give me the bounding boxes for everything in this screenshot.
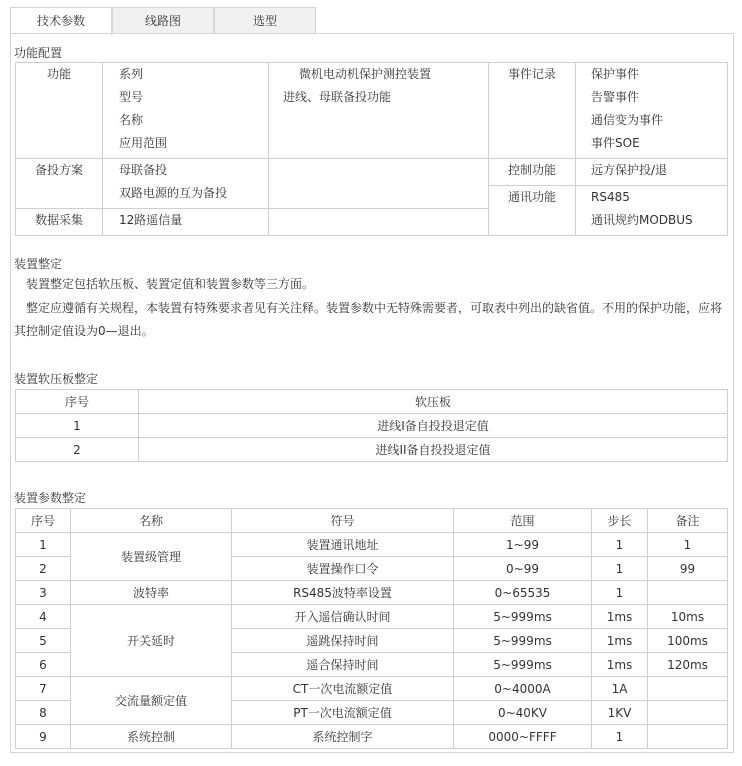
setting-title: 装置整定 — [14, 257, 63, 271]
row-remark — [648, 581, 728, 605]
func-items: 系列 型号 名称 应用范围 — [103, 63, 269, 159]
backup-empty — [269, 159, 489, 209]
soft-table — [15, 389, 728, 462]
row-symbol: CT一次电流额定值 — [232, 677, 454, 701]
group-name: 开关延时 — [71, 605, 232, 677]
params-header-name: 名称 — [71, 509, 232, 533]
table-row — [16, 533, 728, 557]
row-remark: 10ms — [648, 605, 728, 629]
config-title: 功能配置 — [14, 46, 63, 60]
row-remark: 100ms — [648, 629, 728, 653]
row-step: 1 — [592, 533, 648, 557]
event-label: 事件记录 — [489, 63, 576, 159]
tab-tech-params[interactable]: 技术参数 — [10, 7, 112, 35]
row-range: 0~65535 — [454, 581, 592, 605]
soft-title: 装置软压板整定 — [14, 372, 99, 386]
row-index: 3 — [16, 581, 71, 605]
row-step: 1 — [592, 725, 648, 749]
group-name: 波特率 — [71, 581, 232, 605]
row-symbol: 遥跳保持时间 — [232, 629, 454, 653]
daq-empty — [269, 209, 489, 236]
row-step: 1ms — [592, 653, 648, 677]
params-header-symbol: 符号 — [232, 509, 454, 533]
row-step: 1KV — [592, 701, 648, 725]
row-index: 2 — [16, 557, 71, 581]
row-range: 0000~FFFF — [454, 725, 592, 749]
row-remark — [648, 677, 728, 701]
group-name: 系统控制 — [71, 725, 232, 749]
soft-header-index: 序号 — [16, 390, 139, 414]
soft-header-plate: 软压板 — [139, 390, 728, 414]
row-range: 1~99 — [454, 533, 592, 557]
params-header-index: 序号 — [16, 509, 71, 533]
comm-items: RS485 通讯规约MODBUS — [576, 186, 728, 236]
table-row — [16, 725, 728, 749]
row-index: 7 — [16, 677, 71, 701]
group-name: 装置级管理 — [71, 533, 232, 581]
row-index: 9 — [16, 725, 71, 749]
row-step: 1ms — [592, 629, 648, 653]
setting-paragraph-1: 装置整定包括软压板、装置定值和装置参数等三方面。 — [26, 277, 315, 291]
table-row — [16, 605, 728, 629]
params-header-row — [16, 509, 728, 533]
row-symbol: 系统控制字 — [232, 725, 454, 749]
params-header-remark: 备注 — [648, 509, 728, 533]
daq-label: 数据采集 — [16, 209, 103, 236]
row-step: 1ms — [592, 605, 648, 629]
params-header-range: 范围 — [454, 509, 592, 533]
control-label: 控制功能 — [489, 159, 576, 186]
table-row — [16, 414, 728, 438]
event-items: 保护事件 告警事件 通信变为事件 事件SOE — [576, 63, 728, 159]
row-range: 5~999ms — [454, 605, 592, 629]
tab-selection[interactable]: 选型 — [214, 7, 316, 34]
row-index: 5 — [16, 629, 71, 653]
soft-row-index: 2 — [16, 438, 139, 462]
row-index: 6 — [16, 653, 71, 677]
table-row — [16, 677, 728, 701]
row-remark: 120ms — [648, 653, 728, 677]
comm-label: 通讯功能 — [489, 186, 576, 236]
row-symbol: PT一次电流额定值 — [232, 701, 454, 725]
row-index: 8 — [16, 701, 71, 725]
setting-paragraph-2: 整定应遵循有关规程，本装置有特殊要求者见有关注释。装置参数中无特殊需要者，可取表中列出的缺省值。不用的保护功能，应将其控制定值设为0—退出。 — [14, 301, 723, 338]
row-remark: 1 — [648, 533, 728, 557]
params-title: 装置参数整定 — [14, 491, 87, 505]
row-range: 0~40KV — [454, 701, 592, 725]
soft-row-index: 1 — [16, 414, 139, 438]
row-step: 1 — [592, 557, 648, 581]
row-range: 0~4000A — [454, 677, 592, 701]
table-row — [16, 581, 728, 605]
func-label: 功能 — [16, 63, 103, 159]
row-symbol: RS485波特率设置 — [232, 581, 454, 605]
daq-value: 12路遥信量 — [103, 209, 269, 236]
soft-row-plate: 进线II备自投投退定值 — [139, 438, 728, 462]
backup-items: 母联备投 双路电源的互为备投 — [103, 159, 269, 209]
row-index: 1 — [16, 533, 71, 557]
row-symbol: 装置操作口令 — [232, 557, 454, 581]
backup-label: 备投方案 — [16, 159, 103, 209]
tab-bar — [10, 7, 316, 34]
row-range: 5~999ms — [454, 629, 592, 653]
row-range: 5~999ms — [454, 653, 592, 677]
group-name: 交流量额定值 — [71, 677, 232, 725]
soft-row-plate: 进线I备自投投退定值 — [139, 414, 728, 438]
func-values: 微机电动机保护测控装置 进线、母联备投功能 — [269, 63, 489, 159]
tab-circuit-diagram[interactable]: 线路图 — [112, 7, 214, 34]
row-range: 0~99 — [454, 557, 592, 581]
row-index: 4 — [16, 605, 71, 629]
row-symbol: 开入遥信确认时间 — [232, 605, 454, 629]
params-table — [15, 508, 728, 749]
row-remark: 99 — [648, 557, 728, 581]
row-step: 1 — [592, 581, 648, 605]
params-header-step: 步长 — [592, 509, 648, 533]
row-remark — [648, 701, 728, 725]
row-symbol: 装置通讯地址 — [232, 533, 454, 557]
table-row — [16, 438, 728, 462]
row-step: 1A — [592, 677, 648, 701]
row-remark — [648, 725, 728, 749]
row-symbol: 遥合保持时间 — [232, 653, 454, 677]
soft-header-row — [16, 390, 728, 414]
config-table — [15, 62, 728, 236]
control-value: 远方保护投/退 — [576, 159, 728, 186]
